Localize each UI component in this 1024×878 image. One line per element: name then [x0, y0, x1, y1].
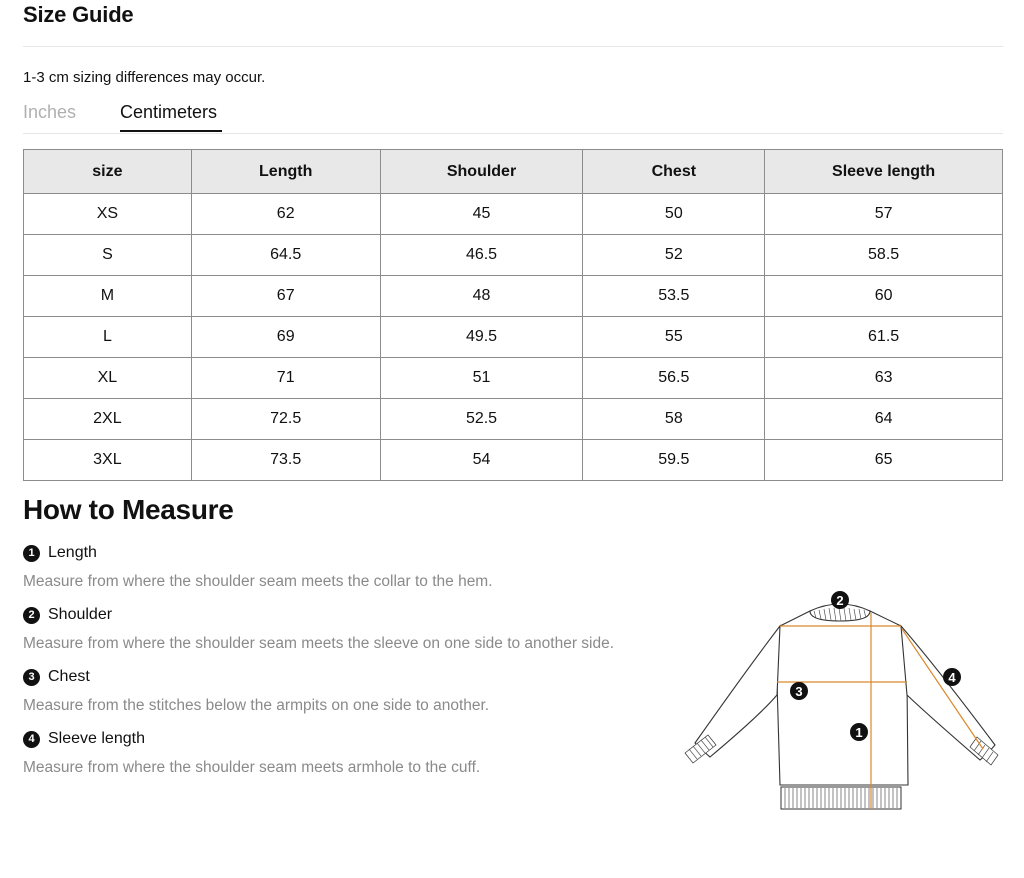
cell-sleeve-length: 58.5: [765, 235, 1003, 276]
tab-inches[interactable]: Inches: [23, 102, 77, 122]
svg-text:2: 2: [836, 593, 844, 608]
header-size: size: [24, 150, 192, 194]
cell-chest: 50: [583, 194, 765, 235]
measure-item-chest: [23, 667, 490, 714]
number-badge: 4: [23, 731, 40, 748]
cell-length: 71: [191, 358, 380, 399]
cell-size: XS: [24, 194, 192, 235]
measure-label: Chest: [48, 668, 90, 685]
cell-chest: 58: [583, 399, 765, 440]
cell-size: 3XL: [24, 440, 192, 481]
header-length: Length: [191, 150, 380, 194]
measure-description: Measure from the stitches below the armpits on one side to another.: [23, 697, 490, 714]
measure-label: Length: [48, 544, 97, 561]
cell-length: 64.5: [191, 235, 380, 276]
svg-text:1: 1: [855, 725, 863, 740]
measure-description: Measure from where the shoulder seam meets armhole to the cuff.: [23, 759, 481, 776]
title-divider: [23, 46, 1003, 47]
cell-shoulder: 49.5: [380, 317, 583, 358]
cell-sleeve-length: 63: [765, 358, 1003, 399]
cell-chest: 59.5: [583, 440, 765, 481]
table-row: [24, 194, 1003, 235]
cell-size: L: [24, 317, 192, 358]
cell-length: 72.5: [191, 399, 380, 440]
measure-label: Sleeve length: [48, 730, 145, 747]
cell-shoulder: 46.5: [380, 235, 583, 276]
cell-shoulder: 51: [380, 358, 583, 399]
svg-text:3: 3: [795, 684, 803, 699]
table-row: [24, 235, 1003, 276]
table-row: [24, 276, 1003, 317]
number-badge: 3: [23, 669, 40, 686]
cell-sleeve-length: 57: [765, 194, 1003, 235]
cell-chest: 55: [583, 317, 765, 358]
cell-length: 62: [191, 194, 380, 235]
number-badge: 2: [23, 607, 40, 624]
cell-shoulder: 45: [380, 194, 583, 235]
measure-item-shoulder: [23, 605, 615, 652]
measure-description: Measure from where the shoulder seam meets the collar to the hem.: [23, 573, 493, 590]
cell-sleeve-length: 65: [765, 440, 1003, 481]
cell-length: 73.5: [191, 440, 380, 481]
cell-length: 67: [191, 276, 380, 317]
cell-chest: 53.5: [583, 276, 765, 317]
measure-item-length: [23, 543, 493, 590]
cell-sleeve-length: 61.5: [765, 317, 1003, 358]
how-to-measure-title: How to Measure: [23, 494, 234, 525]
active-tab-indicator: [120, 130, 222, 132]
size-table: [23, 149, 1003, 481]
cell-shoulder: 52.5: [380, 399, 583, 440]
cell-shoulder: 54: [380, 440, 583, 481]
cell-sleeve-length: 64: [765, 399, 1003, 440]
tab-centimeters[interactable]: Centimeters: [120, 102, 218, 122]
header-shoulder: Shoulder: [380, 150, 583, 194]
header-chest: Chest: [583, 150, 765, 194]
cell-chest: 56.5: [583, 358, 765, 399]
cell-shoulder: 48: [380, 276, 583, 317]
cell-chest: 52: [583, 235, 765, 276]
number-badge: 1: [23, 545, 40, 562]
header-sleeve-length: Sleeve length: [765, 150, 1003, 194]
measure-description: Measure from where the shoulder seam meets the sleeve on one side to another side.: [23, 635, 615, 652]
sweater-diagram-icon: [680, 585, 1005, 817]
measure-item-sleeve-length: [23, 729, 481, 776]
table-row: [24, 399, 1003, 440]
cell-size: S: [24, 235, 192, 276]
table-header-row: [24, 150, 1003, 194]
table-row: [24, 317, 1003, 358]
page-title: Size Guide: [23, 2, 134, 27]
table-row: [24, 358, 1003, 399]
cell-size: XL: [24, 358, 192, 399]
cell-length: 69: [191, 317, 380, 358]
table-row: [24, 440, 1003, 481]
svg-text:4: 4: [948, 670, 956, 685]
measure-label: Shoulder: [48, 606, 113, 623]
sizing-note: 1-3 cm sizing differences may occur.: [23, 69, 266, 86]
cell-size: M: [24, 276, 192, 317]
cell-size: 2XL: [24, 399, 192, 440]
unit-tabs: [23, 100, 1003, 134]
cell-sleeve-length: 60: [765, 276, 1003, 317]
